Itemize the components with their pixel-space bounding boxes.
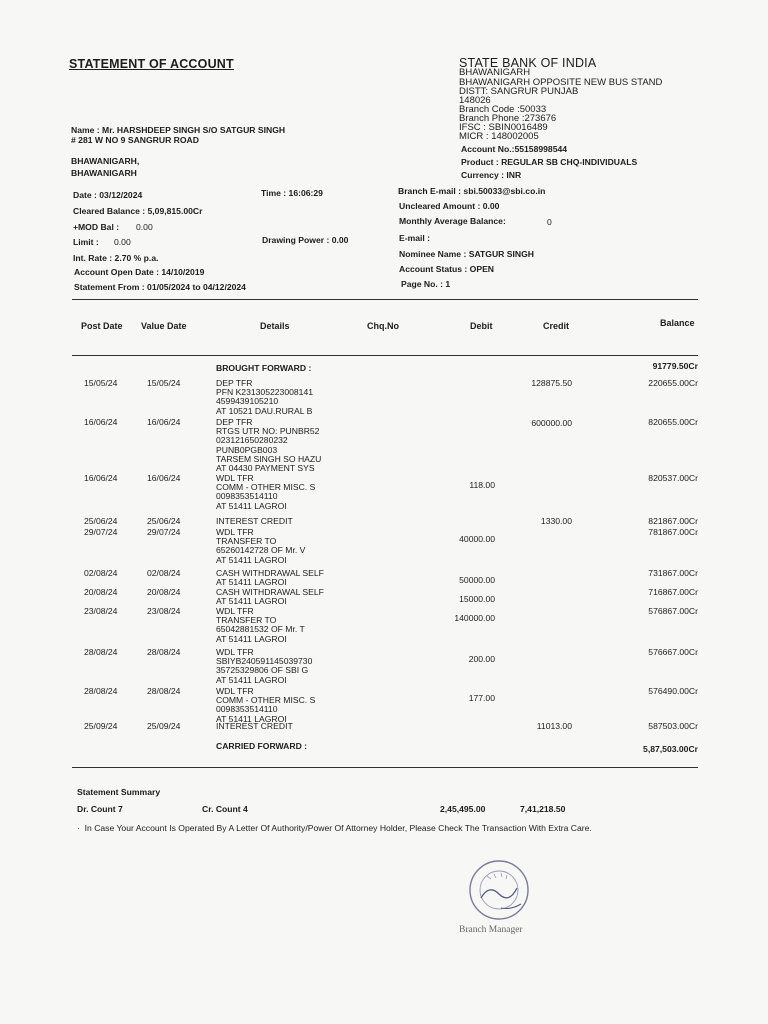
value-date-cell: 25/06/24 [147, 516, 181, 526]
mod-balance-label: +MOD Bal : [73, 222, 120, 232]
details-line: AT 51411 LAGROI [216, 633, 287, 644]
value-date-cell: 16/06/24 [147, 473, 181, 483]
col-header-balance: Balance [660, 318, 695, 328]
post-date-cell: 20/08/24 [84, 587, 118, 597]
limit-label: Limit : [73, 237, 99, 247]
details-cell [216, 517, 293, 526]
details-line: AT 10521 DAU.RURAL B [216, 405, 313, 416]
details-line: 023121650280232 [216, 435, 288, 446]
balance-cell: 821867.00Cr [648, 516, 698, 526]
bank-address-line: DISTT: SANGRUR PUNJAB [459, 86, 579, 97]
customer-city: BHAWANIGARH [71, 168, 137, 178]
value-date-cell: 29/07/24 [147, 527, 181, 537]
bank-branch-code: Branch Code :50033 [459, 104, 547, 115]
debit-cell: 140000.00 [454, 613, 495, 623]
details-cell [216, 648, 312, 685]
authority-note: · In Case Your Account Is Operated By A Letter Of Authority/Power Of Attorney Holder, Please Check The Transaction With Extra Care. [77, 823, 592, 833]
total-credit: 7,41,218.50 [520, 804, 566, 814]
balance-cell: 781867.00Cr [648, 527, 698, 537]
carried-forward-balance: 5,87,503.00Cr [643, 744, 698, 754]
balance-cell: 820537.00Cr [648, 473, 698, 483]
total-debit: 2,45,495.00 [440, 804, 486, 814]
document-title: STATEMENT OF ACCOUNT [69, 57, 234, 71]
bank-micr: MICR : 148002005 [459, 131, 539, 142]
details-line: 0098353514110 [216, 491, 278, 502]
details-cell [216, 607, 305, 644]
value-date-cell: 28/08/24 [147, 647, 181, 657]
monthly-average-balance-value: 0 [547, 217, 552, 227]
details-cell [216, 474, 315, 511]
details-line: SBIYB240591145039730 [216, 656, 313, 667]
table-header-rule [72, 355, 698, 356]
details-line: 4599439105210 [216, 396, 279, 407]
balance-cell: 220655.00Cr [648, 378, 698, 388]
value-date-cell: 15/05/24 [147, 378, 181, 388]
col-header-details: Details [260, 321, 290, 331]
details-line: COMM - OTHER MISC. S [216, 695, 316, 706]
details-line: CASH WITHDRAWAL SELF [216, 587, 324, 597]
branch-email: Branch E-mail : sbi.50033@sbi.co.in [398, 186, 546, 196]
monthly-average-balance-label: Monthly Average Balance: [399, 216, 506, 226]
customer-address: # 281 W NO 9 SANGRUR ROAD [71, 135, 199, 145]
balance-cell: 576667.00Cr [648, 647, 698, 657]
debit-cell: 40000.00 [459, 534, 495, 544]
details-line: CASH WITHDRAWAL SELF [216, 568, 324, 578]
post-date-cell: 29/07/24 [84, 527, 118, 537]
currency: Currency : INR [461, 170, 522, 180]
details-line: AT 51411 LAGROI [216, 713, 287, 724]
debit-cell: 200.00 [468, 654, 495, 664]
uncleared-amount: Uncleared Amount : 0.00 [399, 201, 500, 211]
nominee-name: Nominee Name : SATGUR SINGH [399, 249, 534, 259]
post-date-cell: 28/08/24 [84, 647, 118, 657]
summary-title: Statement Summary [77, 787, 161, 797]
bank-branch-phone: Branch Phone :273676 [459, 113, 557, 124]
statement-date: Date : 03/12/2024 [73, 190, 143, 200]
details-line: AT 51411 LAGROI [216, 674, 287, 685]
bank-address-line: BHAWANIGARH [459, 67, 531, 78]
col-header-chq-no: Chq.No [367, 321, 399, 331]
bank-ifsc: IFSC : SBIN0016489 [459, 122, 548, 133]
post-date-cell: 25/06/24 [84, 516, 118, 526]
post-date-cell: 28/08/24 [84, 686, 118, 696]
credit-cell: 1330.00 [540, 516, 572, 526]
authority-note-text: In Case Your Account Is Operated By A Letter Of Authority/Power Of Attorney Holder, Please Check The Transaction With Extra Care. [84, 823, 592, 833]
col-header-post-date: Post Date [81, 321, 123, 331]
post-date-cell: 16/06/24 [84, 473, 118, 483]
post-date-cell: 02/08/24 [84, 568, 118, 578]
balance-cell: 576490.00Cr [648, 686, 698, 696]
debit-cell: 177.00 [468, 693, 495, 703]
details-cell [216, 528, 305, 565]
drawing-power: Drawing Power : 0.00 [262, 235, 349, 245]
details-line: PFN K231305223008141 [216, 387, 313, 398]
details-line: PUNB0PGB003 [216, 444, 278, 455]
details-line: AT 04430 PAYMENT SYS [216, 463, 315, 474]
interest-rate: Int. Rate : 2.70 % p.a. [73, 253, 159, 263]
details-line: WDL TFR [216, 473, 254, 483]
customer-name: Name : Mr. HARSHDEEP SINGH S/O SATGUR SINGH [71, 125, 286, 135]
account-open-date: Account Open Date : 14/10/2019 [74, 267, 205, 277]
value-date-cell: 23/08/24 [147, 606, 181, 616]
details-line: RTGS UTR NO: PUNBR52 [216, 426, 320, 437]
details-line: 0098353514110 [216, 704, 278, 715]
details-line: WDL TFR [216, 606, 254, 616]
balance-cell: 731867.00Cr [648, 568, 698, 578]
branch-manager-label: Branch Manager [459, 925, 523, 935]
value-date-cell: 25/09/24 [147, 721, 181, 731]
details-line: TRANSFER TO [216, 615, 277, 626]
cleared-balance: Cleared Balance : 5,09,815.00Cr [73, 206, 203, 216]
statement-time: Time : 16:06:29 [261, 188, 323, 198]
limit-value: 0.00 [114, 237, 131, 247]
mod-balance-value: 0.00 [136, 222, 153, 232]
value-date-cell: 20/08/24 [147, 587, 181, 597]
debit-count: Dr. Count 7 [77, 804, 123, 814]
details-line: WDL TFR [216, 686, 254, 696]
credit-count: Cr. Count 4 [202, 804, 248, 814]
product: Product : REGULAR SB CHQ-INDIVIDUALS [461, 157, 638, 167]
credit-cell: 600000.00 [531, 418, 572, 428]
credit-cell: 11013.00 [536, 721, 572, 731]
value-date-cell: 16/06/24 [147, 417, 181, 427]
bank-seal-stamp [467, 858, 531, 922]
bank-name: STATE BANK OF INDIA [459, 56, 597, 70]
details-cell [216, 588, 324, 606]
details-line: INTEREST CREDIT [216, 516, 293, 526]
col-header-debit: Debit [470, 321, 493, 331]
debit-cell: 50000.00 [459, 575, 495, 585]
post-date-cell: 16/06/24 [84, 417, 118, 427]
credit-cell: 128875.50 [531, 378, 572, 388]
post-date-cell: 25/09/24 [84, 721, 118, 731]
details-cell [216, 722, 293, 731]
debit-cell: 118.00 [469, 480, 495, 490]
details-line: 65260142728 OF Mr. V [216, 545, 306, 556]
account-number: Account No.:55158998544 [461, 144, 568, 154]
table-bottom-rule [72, 767, 698, 768]
details-cell [216, 379, 313, 416]
balance-cell: 587503.00Cr [648, 721, 698, 731]
details-line: AT 51411 LAGROI [216, 596, 287, 607]
bank-address-line: 148026 [459, 95, 491, 106]
details-cell [216, 418, 321, 473]
brought-forward-label: BROUGHT FORWARD : [216, 363, 312, 373]
brought-forward-balance: 91779.50Cr [652, 361, 698, 371]
customer-city: BHAWANIGARH, [71, 156, 140, 166]
details-line: WDL TFR [216, 527, 254, 537]
details-line: AT 51411 LAGROI [216, 554, 287, 565]
details-line: AT 51411 LAGROI [216, 500, 287, 511]
balance-cell: 820655.00Cr [648, 417, 698, 427]
value-date-cell: 28/08/24 [147, 686, 181, 696]
value-date-cell: 02/08/24 [147, 568, 181, 578]
customer-email: E-mail : [399, 233, 431, 243]
post-date-cell: 23/08/24 [84, 606, 118, 616]
page-number: Page No. : 1 [401, 279, 451, 289]
balance-cell: 716867.00Cr [648, 587, 698, 597]
details-line: AT 51411 LAGROI [216, 577, 287, 588]
details-line: TRANSFER TO [216, 536, 277, 547]
col-header-value-date: Value Date [141, 321, 187, 331]
details-line: WDL TFR [216, 647, 254, 657]
carried-forward-label: CARRIED FORWARD : [216, 741, 308, 751]
debit-cell: 15000.00 [459, 594, 495, 604]
details-cell [216, 687, 315, 724]
details-line: DEP TFR [216, 417, 253, 427]
account-status: Account Status : OPEN [399, 264, 495, 274]
post-date-cell: 15/05/24 [84, 378, 118, 388]
details-line: INTEREST CREDIT [216, 721, 293, 731]
details-line: COMM - OTHER MISC. S [216, 482, 316, 493]
details-line: DEP TFR [216, 378, 253, 388]
details-line: 35725329806 OF SBI G [216, 665, 309, 676]
table-top-rule [72, 299, 698, 300]
details-line: 65042881532 OF Mr. T [216, 624, 305, 635]
details-cell [216, 569, 324, 587]
balance-cell: 576867.00Cr [648, 606, 698, 616]
details-line: TARSEM SINGH SO HAZU [216, 453, 322, 464]
statement-period: Statement From : 01/05/2024 to 04/12/2024 [74, 282, 246, 292]
bank-address-line: BHAWANIGARH OPPOSITE NEW BUS STAND [459, 77, 663, 88]
col-header-credit: Credit [543, 321, 570, 331]
